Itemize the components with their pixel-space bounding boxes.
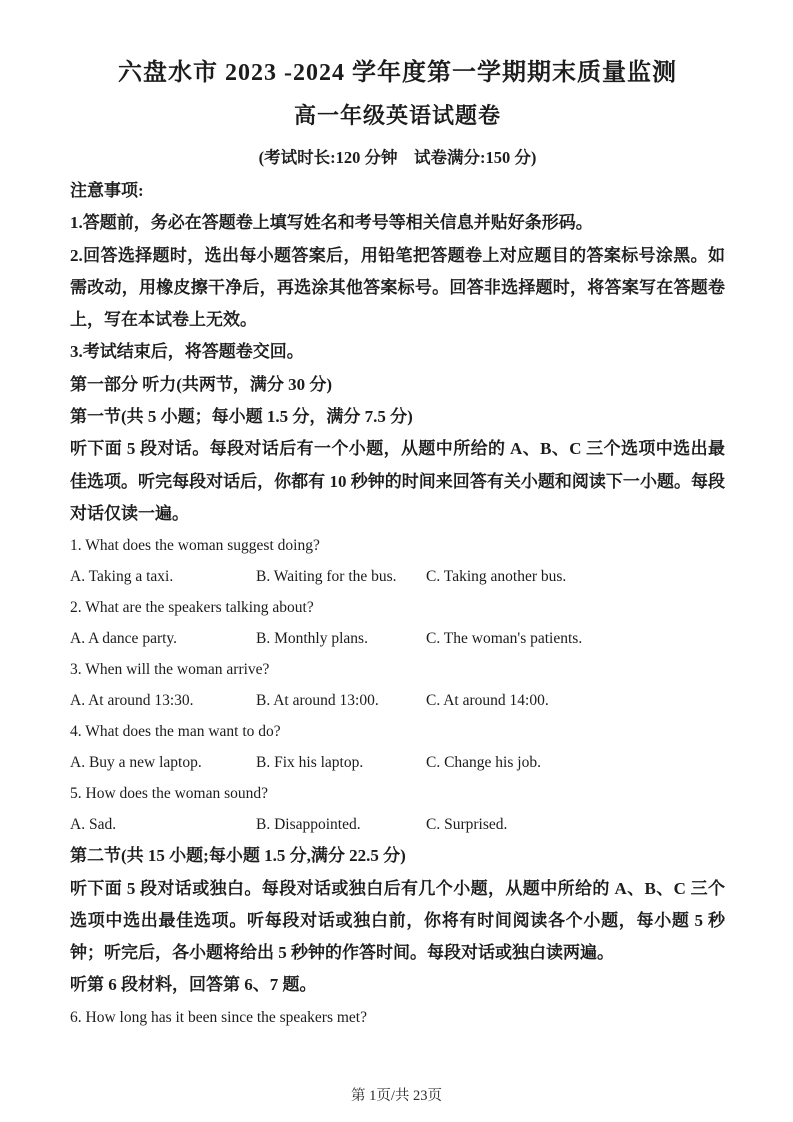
question-text: 2. What are the speakers talking about? — [70, 599, 314, 617]
option-row — [70, 685, 725, 716]
question-block-2 — [70, 592, 725, 654]
notice-item-3: 3.考试结束后，将答题卷交回。 — [70, 342, 304, 362]
question-block-6 — [70, 1002, 725, 1033]
question-text: 4. What does the man want to do? — [70, 723, 281, 741]
option-row — [70, 561, 725, 592]
option-c: C. At around 14:00. — [426, 692, 549, 710]
question-text: 1. What does the woman suggest doing? — [70, 537, 320, 555]
section2-instructions: 听下面 5 段对话或独白。每段对话或独白后有几个小题，从题中所给的 A、B、C 三个选项中选出最佳选项。听每段对话或独白前，你将有时间阅读各个小题，每小题 5 秒钟；听完后，各小题将给出 5 秒钟的作答时间。每段对话或独白读两遍。 — [70, 878, 725, 963]
section1-instructions: 听下面 5 段对话。每段对话后有一个小题，从题中所给的 A、B、C 三个选项中选出最佳选项。听完每段对话后，你都有 10 秒钟的时间来回答有关小题和阅读下一小题。每段对话仅读一遍。 — [70, 439, 725, 523]
option-a: A. A dance party. — [70, 630, 178, 648]
question-block-1 — [70, 530, 725, 592]
question-text: 3. When will the woman arrive? — [70, 661, 270, 679]
option-b: B. Monthly plans. — [256, 630, 368, 648]
option-a: A. Buy a new laptop. — [70, 754, 202, 772]
option-a: A. Sad. — [70, 816, 117, 834]
option-row — [70, 747, 725, 778]
question-block-3 — [70, 654, 725, 716]
notice-item-1: 1.答题前，务必在答题卷上填写姓名和考号等相关信息并贴好条形码。 — [70, 213, 593, 233]
option-c: C. The woman's patients. — [426, 630, 583, 648]
option-c: C. Change his job. — [426, 754, 541, 772]
page-subtitle: 高一年级英语试题卷 — [293, 103, 501, 128]
question-text: 5. How does the woman sound? — [70, 785, 269, 803]
option-b: B. Disappointed. — [256, 816, 361, 834]
exam-info-line: (考试时长:120 分钟 试卷满分:150 分) — [258, 148, 537, 167]
section2-heading: 第二节(共 15 小题;每小题 1.5 分,满分 22.5 分) — [70, 846, 406, 866]
option-b: B. Fix his laptop. — [256, 754, 364, 772]
question-block-5 — [70, 778, 725, 840]
option-row — [70, 809, 725, 840]
option-c: C. Taking another bus. — [426, 568, 567, 586]
question-text: 6. How long has it been since the speakers met? — [70, 1008, 367, 1026]
page-number-footer: 第 1页/共 23页 — [350, 1088, 443, 1104]
option-a: A. At around 13:30. — [70, 692, 194, 710]
page-title: 六盘水市 2023 -2024 学年度第一学期期末质量监测 — [118, 60, 677, 86]
material-heading: 听第 6 段材料，回答第 6、7 题。 — [70, 975, 317, 995]
part1-heading: 第一部分 听力(共两节，满分 30 分) — [70, 374, 333, 394]
option-c: C. Surprised. — [426, 816, 508, 834]
question-block-4 — [70, 716, 725, 778]
option-a: A. Taking a taxi. — [70, 568, 174, 586]
option-b: B. At around 13:00. — [256, 692, 379, 710]
section1-heading: 第一节(共 5 小题；每小题 1.5 分，满分 7.5 分) — [70, 407, 413, 427]
option-b: B. Waiting for the bus. — [256, 568, 397, 586]
option-row — [70, 623, 725, 654]
notice-item-2: 2.回答选择题时，选出每小题答案后，用铅笔把答题卷上对应题目的答案标号涂黑。如需改动，用橡皮擦干净后，再选涂其他答案标号。回答非选择题时，将答案写在答题卷上，写在本试卷上无效。 — [70, 245, 725, 330]
notice-heading: 注意事项: — [70, 181, 144, 200]
